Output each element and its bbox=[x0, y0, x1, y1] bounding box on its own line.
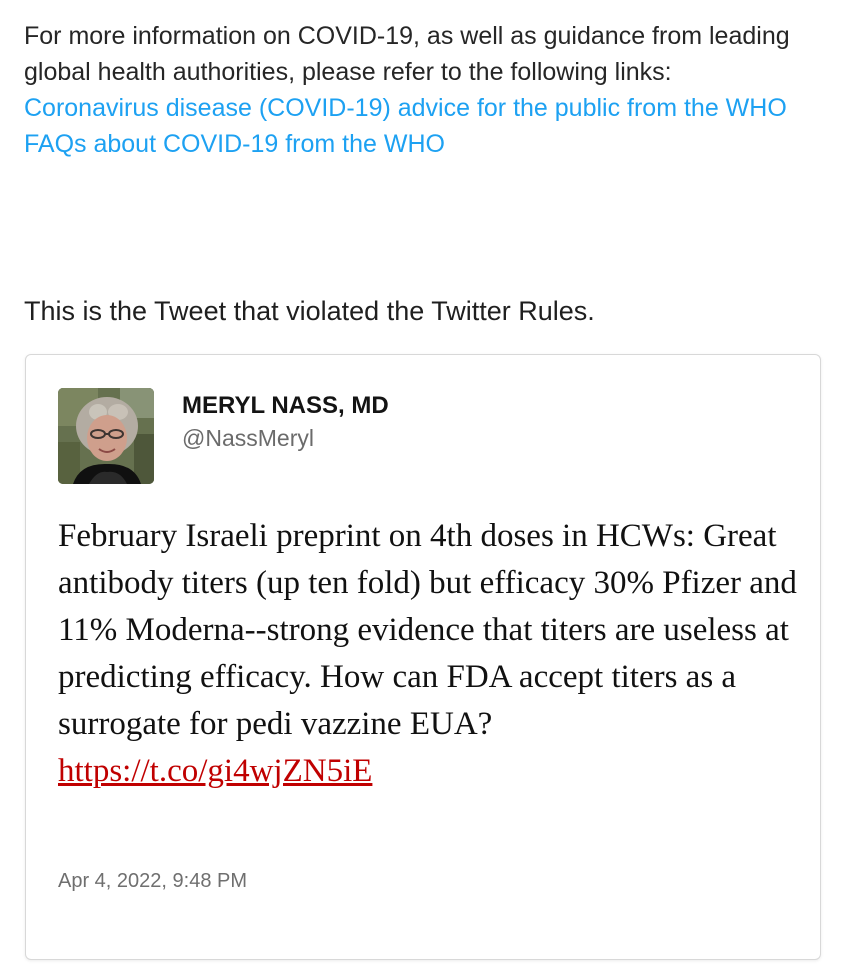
author-handle[interactable]: @NassMeryl bbox=[182, 425, 314, 451]
who-public-advice-link[interactable]: Coronavirus disease (COVID-19) advice for the public from the WHO bbox=[24, 94, 787, 122]
covid-info-text: For more information on COVID-19, as well as guidance from leading global health authorities, please refer to the following links: bbox=[24, 22, 790, 86]
author-name[interactable]: MERYL NASS, MD bbox=[182, 392, 389, 419]
tweet-body-text: February Israeli preprint on 4th doses in HCWs: Great antibody titers (up ten fold) but efficacy 30% Pfizer and 11% Moderna--strong evidence that titers are useless at predicting efficacy. How can FDA accept titers as a surrogate for pedi vazzine EUA? bbox=[58, 518, 797, 742]
violation-message: This is the Tweet that violated the Twitter Rules. bbox=[24, 296, 595, 326]
user-avatar-photo[interactable] bbox=[58, 388, 154, 484]
tweet-text bbox=[58, 513, 798, 795]
tweet-short-link[interactable]: https://t.co/gi4wjZN5iE bbox=[58, 753, 373, 789]
embedded-tweet-card[interactable] bbox=[25, 354, 821, 960]
who-faq-link[interactable]: FAQs about COVID-19 from the WHO bbox=[24, 130, 445, 158]
covid-info-notice bbox=[24, 18, 814, 162]
tweet-timestamp[interactable]: Apr 4, 2022, 9:48 PM bbox=[58, 870, 248, 892]
avatar-portrait-icon bbox=[58, 388, 154, 484]
